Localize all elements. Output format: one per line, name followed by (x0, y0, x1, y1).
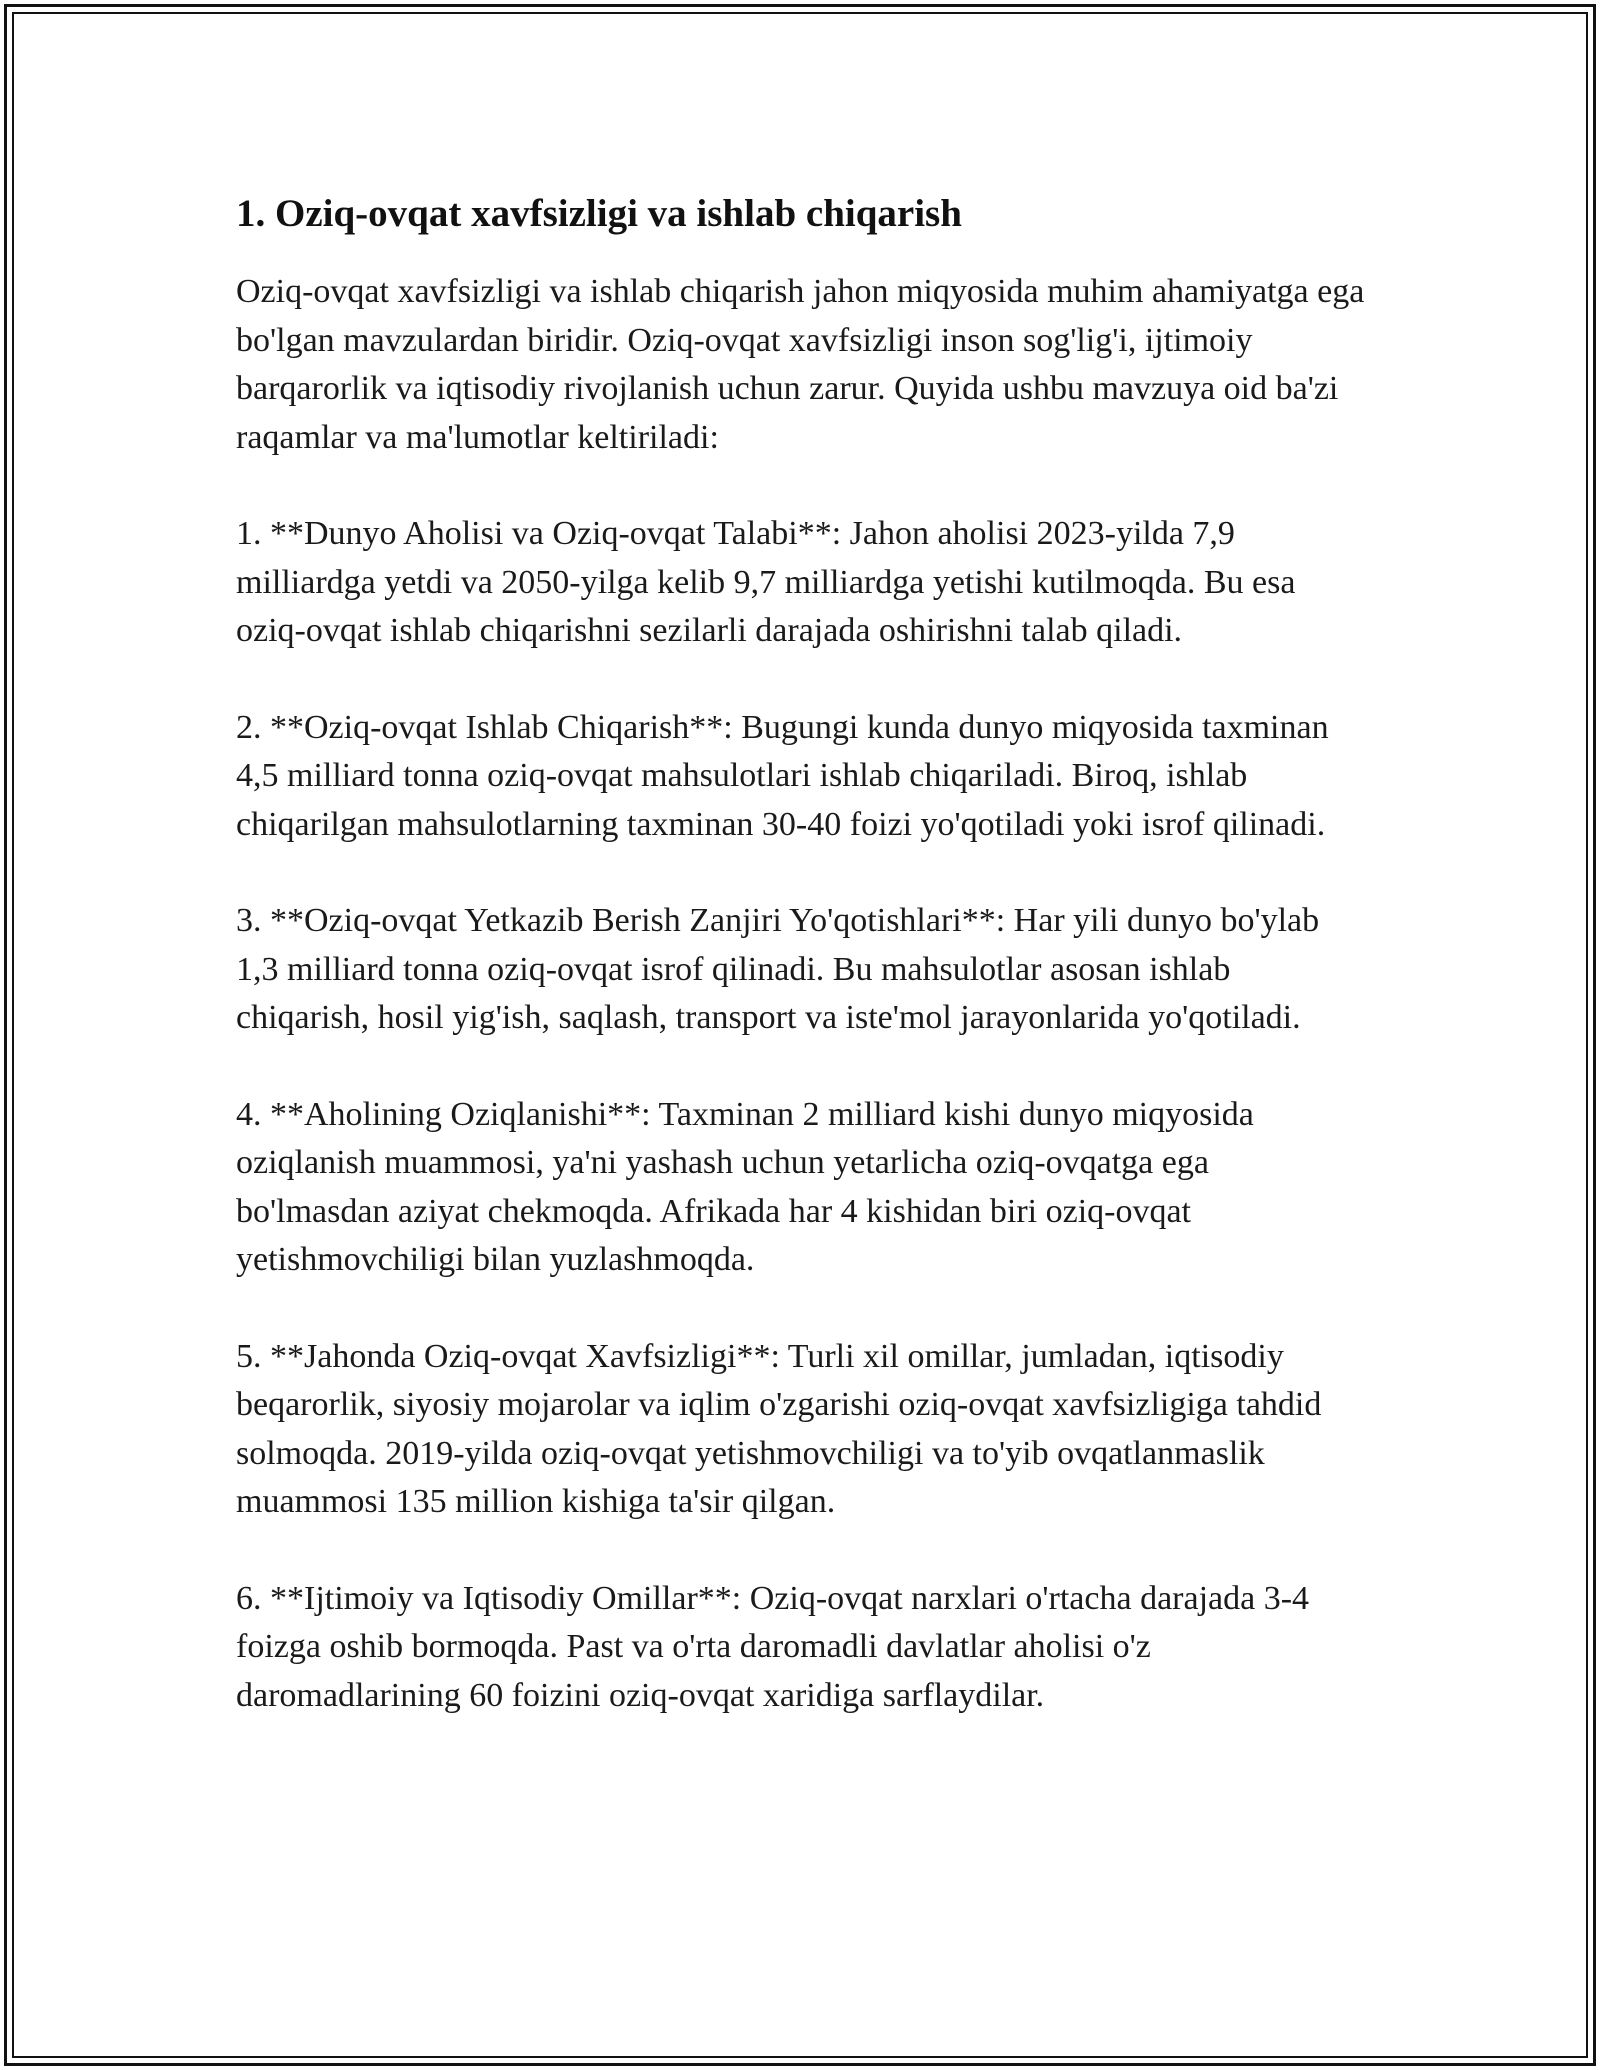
paragraph-social-economic-factors: 6. **Ijtimoiy va Iqtisodiy Omillar**: Oziq-ovqat narxlari o'rtacha darajada 3-4 foizga oshib bormoqda. Past va o'rta daromadli davlatlar aholisi o'z daromadlarining 60 foizini oziq-ovqat xaridiga sarflaydilar. (236, 1579, 1310, 1714)
paragraph-population-nutrition: 4. **Aholining Oziqlanishi**: Taxminan 2 milliard kishi dunyo miqyosida oziqlanish muammosi, ya'ni yashash uchun yetarlicha oziq-ovqatga ega bo'lmasdan aziyat chekmoqda. Afrikada har 4 kishidan biri oziq-ovqat yetishmovchiligi bilan yuzlashmoqda. (236, 1095, 1254, 1278)
paragraph-global-food-security: 5. **Jahonda Oziq-ovqat Xavfsizligi**: Turli xil omillar, jumladan, iqtisodiy beqarorlik, siyosiy mojarolar va iqlim o'zgarishi oziq-ovqat xavfsizligiga tahdid solmoqda. 2019-yilda oziq-ovqat yetishmovchiligi va to'yib ovqatlanmaslik muammosi 135 million kishiga ta'sir qilgan. (236, 1337, 1322, 1520)
document-title: 1. Oziq-ovqat xavfsizligi va ishlab chiqarish (236, 192, 962, 235)
intro-paragraph: Oziq-ovqat xavfsizligi va ishlab chiqarish jahon miqyosida muhim ahamiyatga ega bo'lgan mavzulardan biridir. Oziq-ovqat xavfsizligi inson sog'lig'i, ijtimoiy barqarorlik va iqtisodiy rivojlanish uchun zarur. Quyida ushbu mavzuya oid ba'zi raqamlar va ma'lumotlar keltiriladi: (236, 273, 1365, 456)
paragraph-world-population: 1. **Dunyo Aholisi va Oziq-ovqat Talabi**: Jahon aholisi 2023-yilda 7,9 milliardga yetdi va 2050-yilga kelib 9,7 milliardga yetishi kutilmoqda. Bu esa oziq-ovqat ishlab chiqarishni sezilarli darajada oshirishni talab qiladi. (236, 515, 1296, 649)
paragraph-food-production: 2. **Oziq-ovqat Ishlab Chiqarish**: Bugungi kunda dunyo miqyosida taxminan 4,5 milliard tonna oziq-ovqat mahsulotlari ishlab chiqariladi. Biroq, ishlab chiqarilgan mahsulotlarning taxminan 30-40 foizi yo'qotiladi yoki isrof qilinadi. (236, 708, 1329, 843)
paragraph-supply-chain-losses: 3. **Oziq-ovqat Yetkazib Berish Zanjiri Yo'qotishlari**: Har yili dunyo bo'ylab 1,3 milliard tonna oziq-ovqat isrof qilinadi. Bu mahsulotlar asosan ishlab chiqarish, hosil yig'ish, saqlash, transport va iste'mol jarayonlarida yo'qotiladi. (236, 902, 1320, 1036)
document-body (236, 190, 1366, 1768)
